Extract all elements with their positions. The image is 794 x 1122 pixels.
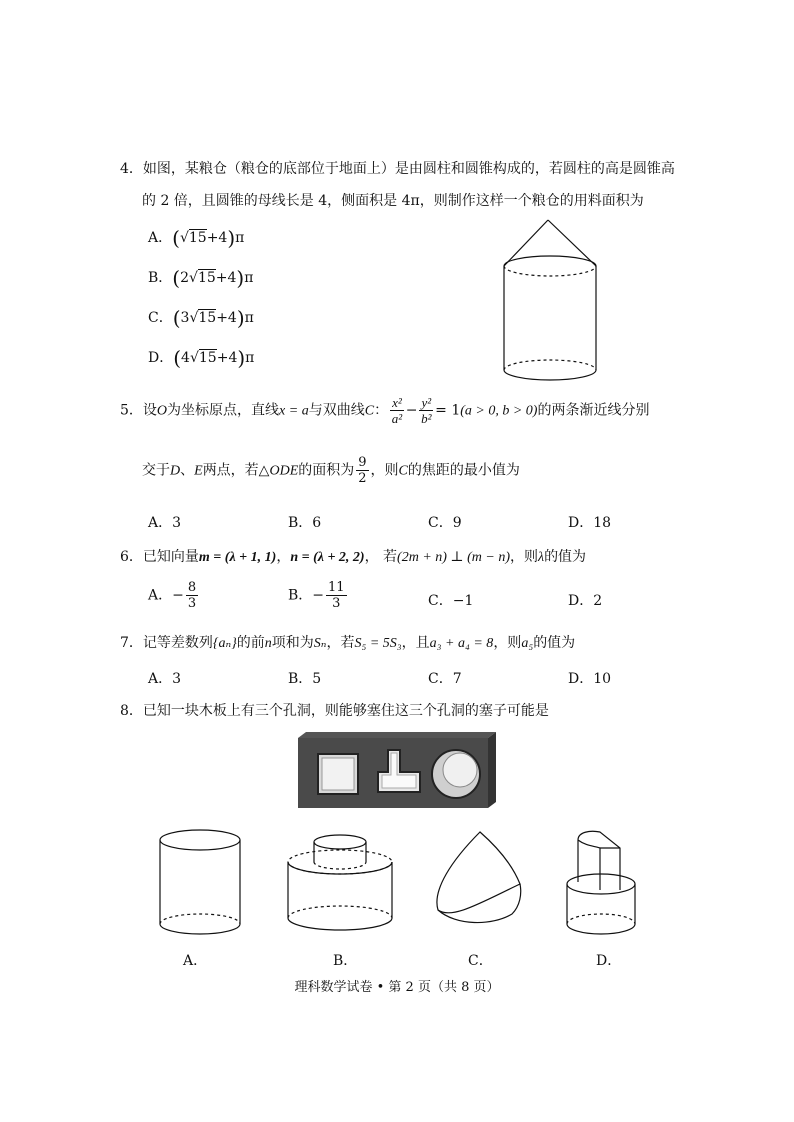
q7-option-c: C．7 [428, 671, 462, 687]
q5-option-c: C．9 [428, 515, 462, 531]
wooden-board-figure [298, 732, 496, 808]
q5-option-a: A．3 [148, 515, 182, 531]
figure-label-a: A． [183, 953, 208, 969]
q7-option-b: B．5 [288, 671, 322, 687]
q7-option-a: A．3 [148, 671, 182, 687]
q4-option-d: D．(4√15+4)π [148, 346, 255, 370]
q7-stem: 7．记等差数列{aₙ}的前n项和为Sₙ，若S₅ = 5S₃，且a₃ + a₄ = 8，则a₅的值为 [120, 635, 576, 651]
stopper-figure-b [286, 832, 394, 944]
figure-label-c: C． [468, 953, 493, 969]
q4-line2: 的 2 倍，且圆锥的母线长是 4，侧面积是 4π，则制作这样一个粮仓的用料面积为 [142, 193, 644, 209]
q5-line1: 5．设O为坐标原点，直线x = a与双曲线C： $\frac{\text{x²}}{\text{a²}}$ − $\frac{\text{y²}}{\text{b²}}$ = 1(a > 0, b > 0)的两条渐近线分别 [120, 395, 650, 426]
q5-option-d: D．18 [568, 515, 612, 531]
q6-option-b: B．− $\frac{11}{3}$ [288, 580, 345, 611]
stopper-figure-c [432, 830, 524, 930]
stopper-figure-a [158, 826, 242, 938]
q5-option-b: B．6 [288, 515, 322, 531]
q8-stem: 8．已知一块木板上有三个孔洞，则能够塞住这三个孔洞的塞子可能是 [120, 703, 549, 719]
q4-option-a: A．(√15+4)π [148, 226, 245, 250]
q5-line2: 交于D、E两点，若△ODE的面积为 $\frac{9}{2}$ ，则C的焦距的最小值为 [142, 455, 520, 486]
q4-line1: 4．如图，某粮仓（粮仓的底部位于地面上）是由圆柱和圆锥构成的，若圆柱的高是圆锥高 [120, 161, 675, 177]
q6-option-a: A．− $\frac{8}{3}$ [148, 580, 197, 611]
figure-label-d: D． [596, 953, 622, 969]
silo-figure [500, 220, 610, 390]
page-footer: 理科数学试卷 • 第 2 页（共 8 页） [294, 980, 500, 995]
q6-option-c: C．−1 [428, 593, 474, 609]
figure-label-b: B． [333, 953, 358, 969]
q6-option-d: D．2 [568, 593, 603, 609]
q4-option-b: B．(2√15+4)π [148, 266, 254, 290]
q4-option-c: C．(3√15+4)π [148, 306, 254, 330]
q6-stem: 6．已知向量m = (λ + 1, 1)，n = (λ + 2, 2)， 若(2m + n) ⊥ (m − n)，则λ的值为 [120, 549, 587, 565]
q7-option-d: D．10 [568, 671, 612, 687]
stopper-figure-d [564, 830, 638, 938]
